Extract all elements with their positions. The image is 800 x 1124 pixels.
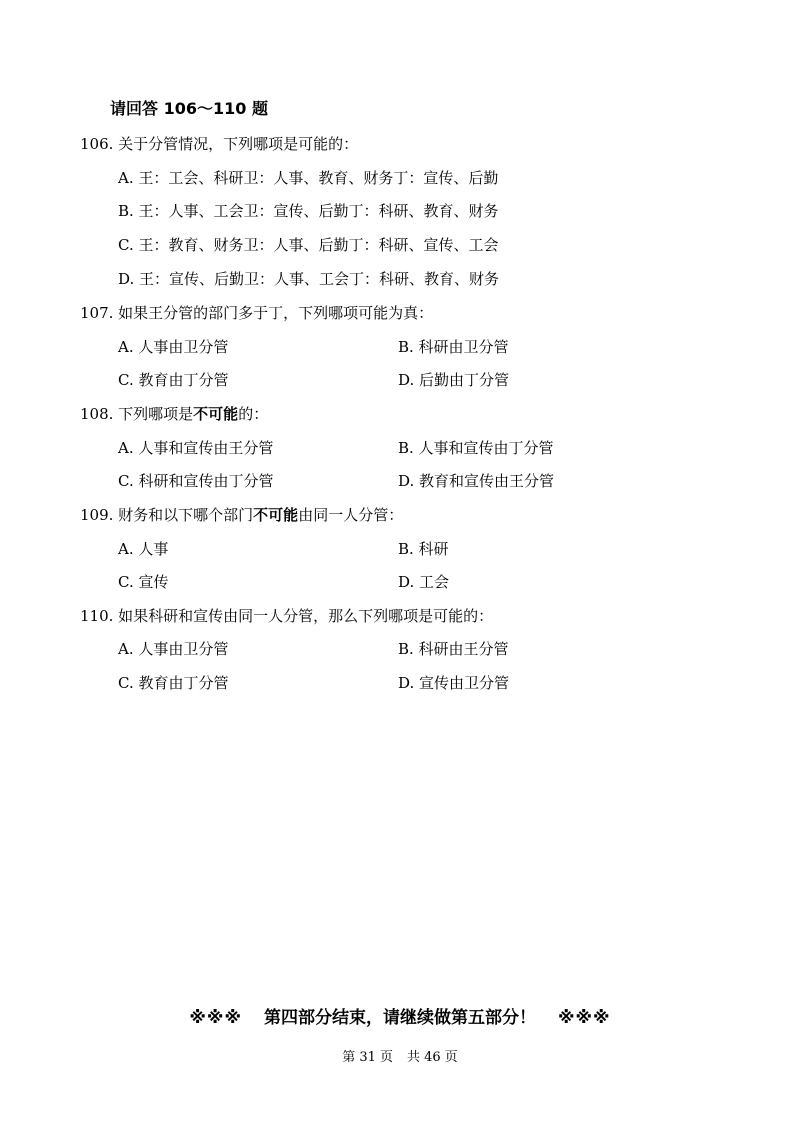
question-109-option-a: A. 人事	[118, 540, 169, 558]
question-108-stem-emphasis: 不可能	[193, 405, 239, 423]
question-110-option-a: A. 人事由卫分管	[118, 640, 229, 658]
question-106-stem: 106. 关于分管情况，下列哪项是可能的：	[80, 135, 359, 153]
question-106-option-c: C. 王：教育、财务卫：人事、后勤丁：科研、宣传、工会	[118, 236, 499, 254]
question-108-stem	[80, 403, 268, 424]
question-109-stem-emphasis: 不可能	[253, 506, 299, 524]
question-108-option-d: D. 教育和宣传由王分管	[398, 472, 555, 490]
question-107-option-b: B. 科研由卫分管	[398, 338, 509, 356]
question-109-stem	[80, 504, 403, 525]
question-108-stem-post: 的：	[238, 405, 269, 423]
question-109-stem-post: 由同一人分管：	[298, 506, 404, 524]
question-107-option-a: A. 人事由卫分管	[118, 338, 229, 356]
question-107-option-d: D. 后勤由丁分管	[398, 371, 510, 389]
question-110-option-b: B. 科研由王分管	[398, 640, 509, 658]
section-end-banner	[0, 1003, 800, 1028]
question-108-option-a: A. 人事和宣传由王分管	[118, 439, 274, 457]
page-total: 共 46 页	[407, 1050, 458, 1065]
question-106-option-b: B. 王：人事、工会卫：宣传、后勤丁：科研、教育、财务	[118, 202, 499, 220]
question-110-option-c: C. 教育由丁分管	[118, 674, 229, 692]
question-107-option-c: C. 教育由丁分管	[118, 371, 229, 389]
question-109-stem-pre: 109. 财务和以下哪个部门	[80, 506, 254, 524]
question-108-option-b: B. 人事和宣传由丁分管	[398, 439, 554, 457]
banner-marks-left: ※※※	[189, 1008, 242, 1028]
banner-text: 第四部分结束，请继续做第五部分！	[264, 1008, 536, 1028]
question-109-option-b: B. 科研	[398, 540, 449, 558]
question-106-option-d: D. 王：宣传、后勤卫：人事、工会丁：科研、教育、财务	[118, 270, 500, 288]
question-109-option-c: C. 宣传	[118, 573, 169, 591]
question-110-stem: 110. 如果科研和宣传由同一人分管，那么下列哪项是可能的：	[80, 607, 494, 625]
page-number: 第 31 页	[342, 1050, 393, 1065]
question-110-option-d: D. 宣传由卫分管	[398, 674, 510, 692]
page-footer	[0, 1046, 800, 1065]
section-title: 请回答 106～110 题	[110, 99, 268, 118]
question-108-option-c: C. 科研和宣传由丁分管	[118, 472, 274, 490]
question-107-stem: 107. 如果王分管的部门多于丁，下列哪项可能为真：	[80, 304, 434, 322]
question-106-option-a: A. 王：工会、科研卫：人事、教育、财务丁：宣传、后勤	[118, 169, 499, 187]
question-108-stem-pre: 108. 下列哪项是	[80, 405, 194, 423]
question-109-option-d: D. 工会	[398, 573, 450, 591]
banner-marks-right: ※※※	[558, 1008, 611, 1028]
